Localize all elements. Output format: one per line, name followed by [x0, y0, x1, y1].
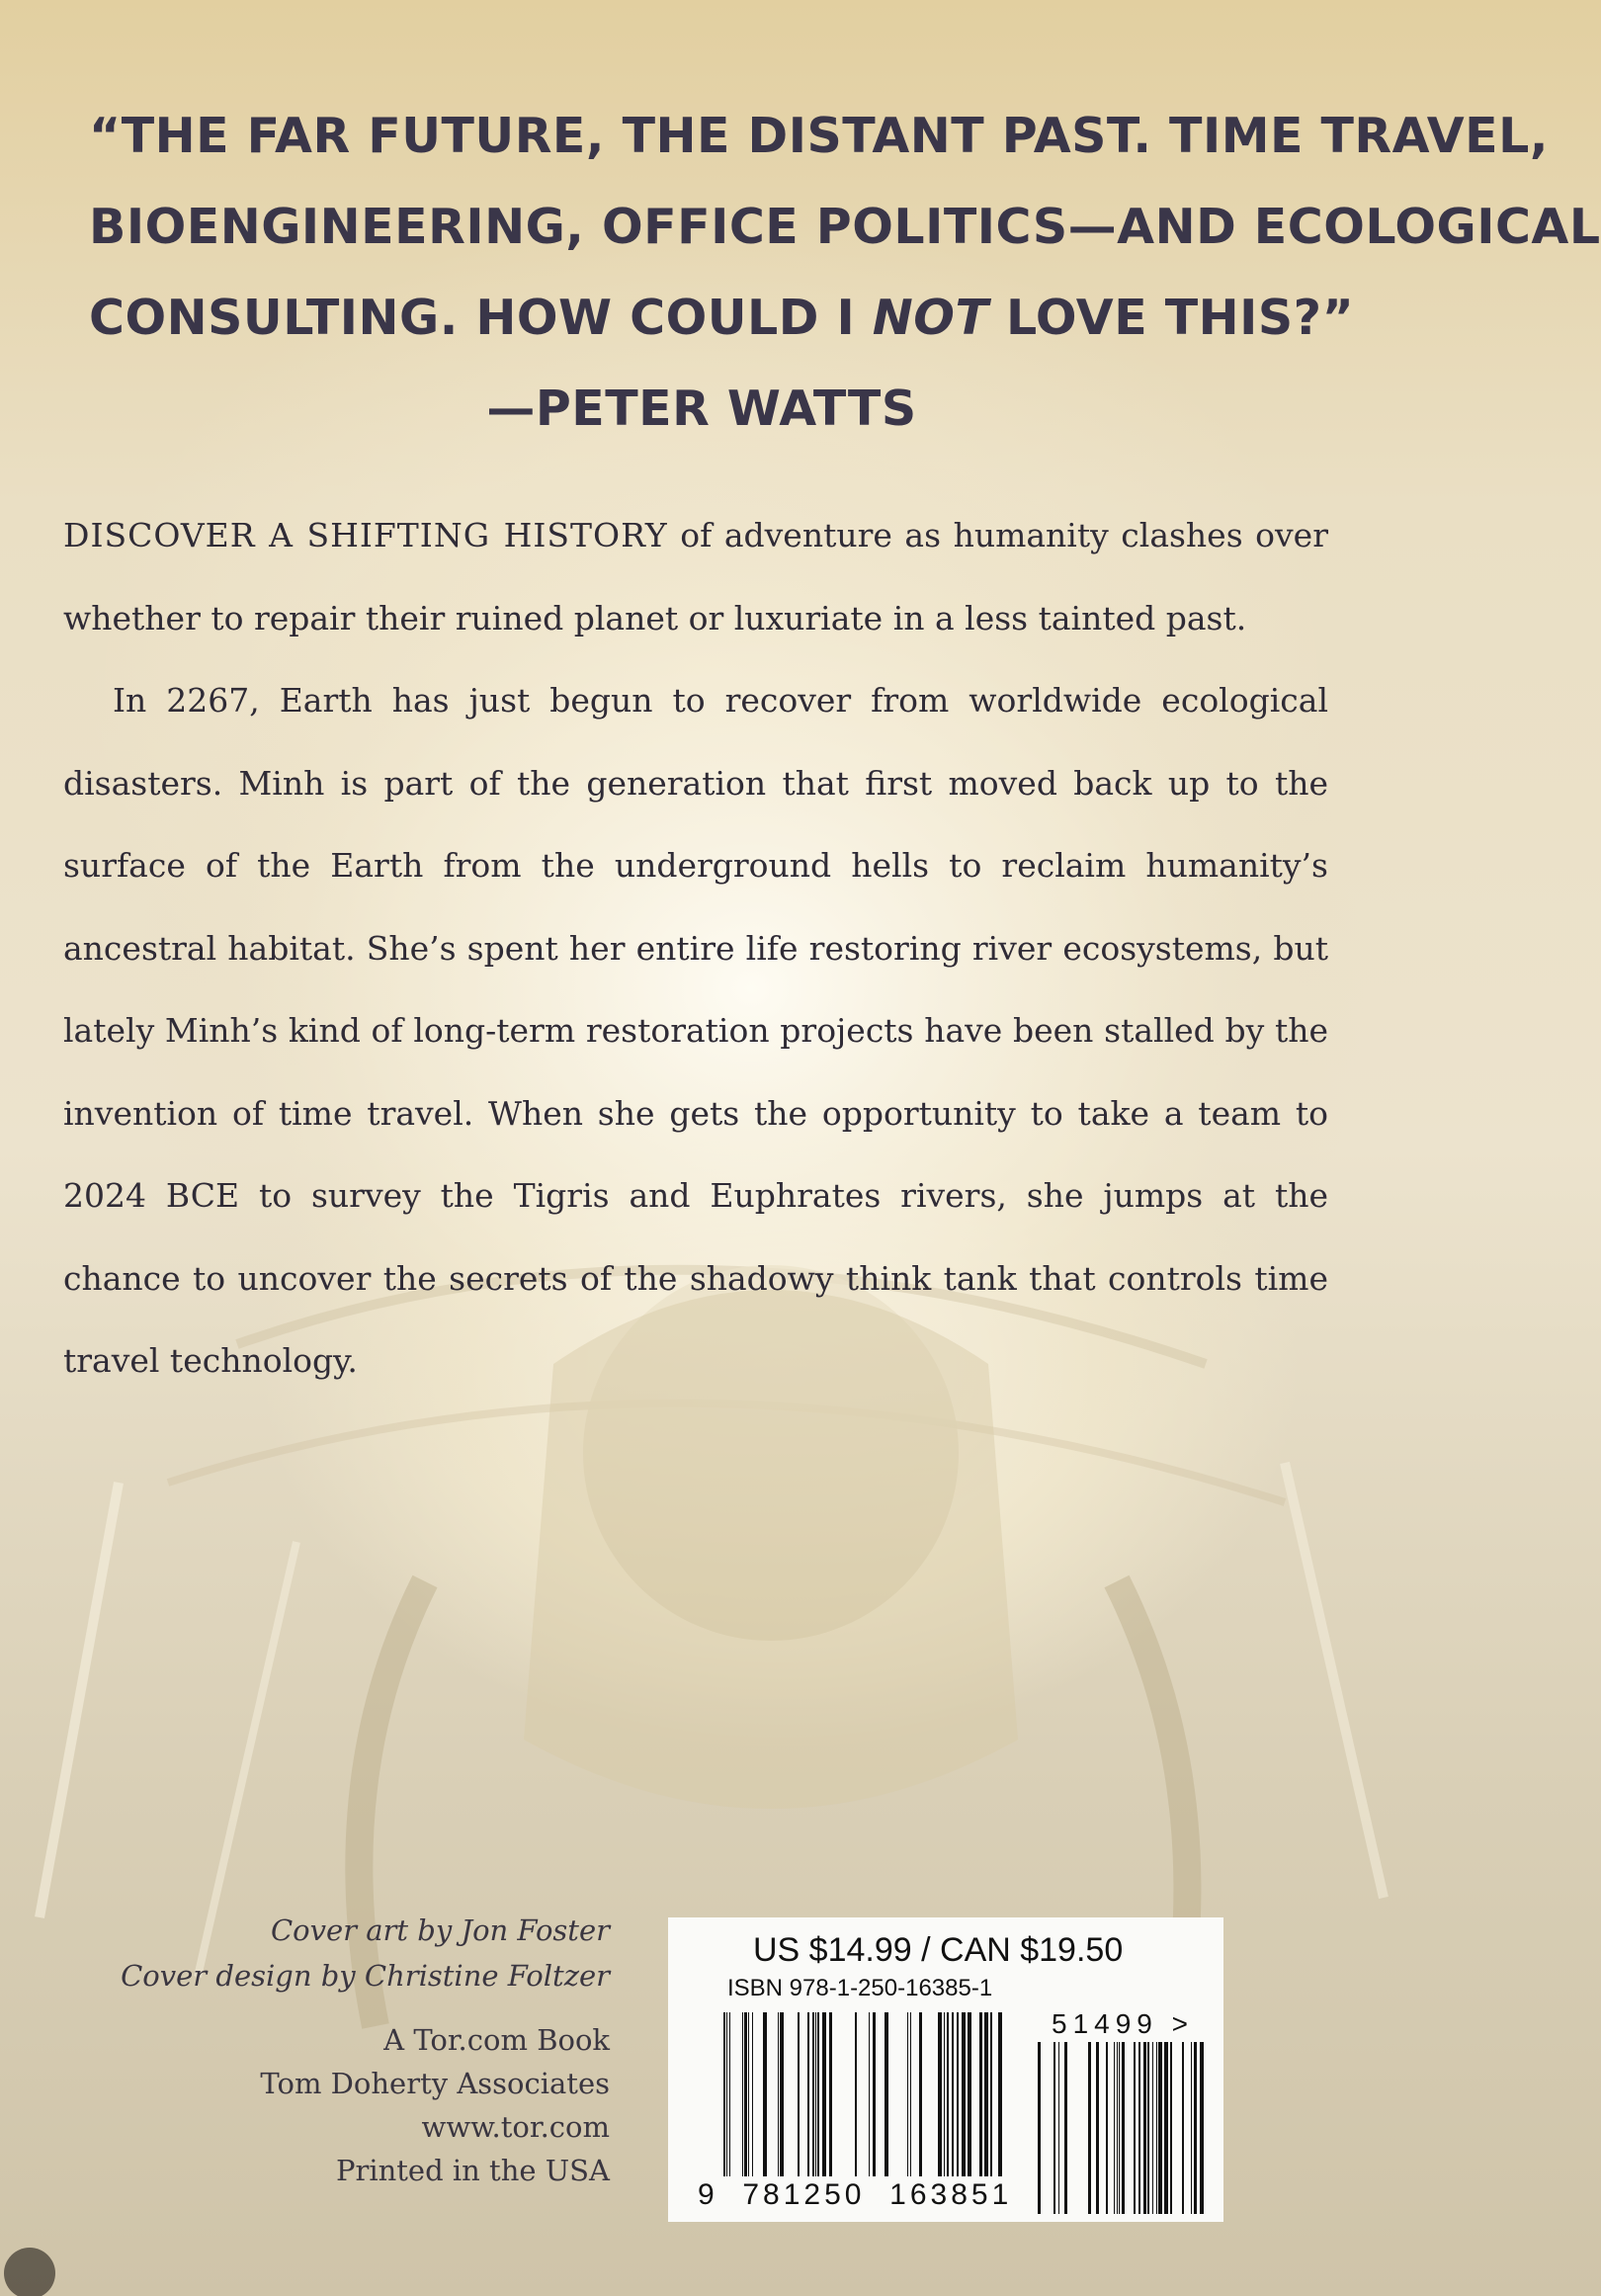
addon-bar [1106, 2042, 1108, 2214]
barcode-bar [885, 2012, 888, 2176]
barcode-bar [723, 2012, 725, 2176]
addon-bar [1156, 2042, 1157, 2214]
quote-line-1: “THE FAR FUTURE, THE DISTANT PAST. TIME TRAVEL, [89, 108, 1549, 164]
barcode-digits-right: 163851 [889, 2178, 1013, 2211]
barcode-bar [952, 2012, 954, 2176]
addon-bar [1200, 2042, 1204, 2214]
barcode-bar [979, 2012, 982, 2176]
barcode-bar [822, 2012, 826, 2176]
addon-bar [1194, 2042, 1197, 2214]
barcode-digit-first: 9 [698, 2178, 718, 2211]
addon-bar [1064, 2042, 1067, 2214]
addon-bar [1119, 2042, 1120, 2214]
description-lead: DISCOVER A SHIFTING HISTORY [63, 516, 668, 554]
barcode-bar [744, 2012, 747, 2176]
addon-bar [1164, 2042, 1168, 2214]
publisher-block [17, 2018, 610, 2192]
barcode-bar [962, 2012, 966, 2176]
addon-bar [1053, 2042, 1055, 2214]
addon-bar [1114, 2042, 1115, 2214]
cover-design-credit: Cover design by Christine Foltzer [121, 1959, 610, 1993]
quote-attribution: —PETER WATTS [486, 381, 917, 437]
barcode-digits [698, 2178, 1012, 2212]
publisher-name: Tom Doherty Associates [260, 2067, 610, 2100]
price-addon-digits: 51499 > [1052, 2008, 1194, 2039]
quote-line-3-start: CONSULTING. HOW COULD I [89, 290, 873, 346]
book-description [63, 494, 1328, 1403]
barcode-bar [817, 2012, 819, 2176]
description-paragraph-2: In 2267, Earth has just begun to recover from worldwide ecological disasters. Minh is part of the generation that first moved back up to the surface of the Earth from the underground hells to reclaim humanity’s ancestral habitat. She’s spent her entire life restoring river ecosystems, but lately Minh’s kind of long-term restoration projects have been stalled by the invention of time travel. When she gets the opportunity to take a team to 2024 BCE to survey the Tigris and Euphrates rivers, she jumps at the chance to uncover the secrets of the shadowy think tank that controls time travel technology. [63, 681, 1328, 1380]
imprint-name: A Tor.com Book [383, 2023, 610, 2057]
addon-bar [1147, 2042, 1149, 2214]
barcode-bar [873, 2012, 876, 2176]
barcode-bar [855, 2012, 857, 2176]
addon-bar [1134, 2042, 1136, 2214]
barcode-bar [907, 2012, 908, 2176]
barcode-bar [780, 2012, 784, 2176]
printed-location: Printed in the USA [335, 2154, 610, 2187]
barcode-digits-left: 781250 [742, 2178, 866, 2211]
barcode-bar [910, 2012, 911, 2176]
cover-art-credit: Cover art by Jon Foster [270, 1913, 610, 1947]
barcode-bar [990, 2012, 992, 2176]
publication-credits [17, 1908, 610, 2192]
barcode-bar [998, 2012, 1002, 2176]
publisher-website: www.tor.com [421, 2110, 610, 2144]
addon-bar [1088, 2042, 1091, 2214]
addon-bar [1191, 2042, 1192, 2214]
endorsement-quote [89, 91, 1601, 455]
description-paragraph-1 [63, 494, 1328, 659]
barcode-bar [778, 2012, 779, 2176]
isbn-number: ISBN 978-1-250-16385-1 [727, 1975, 993, 2001]
barcode-bar [815, 2012, 816, 2176]
addon-bar [1117, 2042, 1118, 2214]
quote-emphasis: NOT [872, 290, 989, 346]
barcode-bar [752, 2012, 753, 2176]
barcode-bar [798, 2012, 800, 2176]
barcode-bar [812, 2012, 814, 2176]
addon-bar [1143, 2042, 1146, 2214]
addon-bar [1138, 2042, 1140, 2214]
addon-bar [1182, 2042, 1184, 2214]
description-paragraph-1-text: of adventure as humanity clashes over whether to repair their ruined planet or luxuriate in a less tainted past. [63, 516, 1328, 638]
barcode-bar [968, 2012, 971, 2176]
barcode-label [668, 1917, 1223, 2222]
barcode-bar [807, 2012, 809, 2176]
barcode-bar [869, 2012, 870, 2176]
barcode-bar [726, 2012, 727, 2176]
barcode-bar [957, 2012, 959, 2176]
addon-bar [1058, 2042, 1059, 2214]
addon-bar [1170, 2042, 1172, 2214]
barcode-bar [944, 2012, 945, 2176]
barcode-bar [729, 2012, 730, 2176]
addon-bar [1038, 2042, 1041, 2214]
addon-bar [1158, 2042, 1162, 2214]
addon-bar [1152, 2042, 1153, 2214]
addon-bar [1096, 2042, 1099, 2214]
barcode-bar [748, 2012, 749, 2176]
barcode-bar [984, 2012, 988, 2176]
quote-line-2: BIOENGINEERING, OFFICE POLITICS—AND ECOLOGICAL [89, 199, 1601, 255]
barcode-bar [742, 2012, 743, 2176]
quote-line-3 [89, 273, 1355, 364]
barcode-bar [763, 2012, 767, 2176]
price-label: US $14.99 / CAN $19.50 [753, 1931, 1124, 1969]
barcode-bar [829, 2012, 832, 2176]
barcode-bar [919, 2012, 922, 2176]
barcode-bar [938, 2012, 942, 2176]
barcode-bar [947, 2012, 949, 2176]
quote-line-3-end: LOVE THIS?” [988, 290, 1355, 346]
addon-bar [1122, 2042, 1125, 2214]
